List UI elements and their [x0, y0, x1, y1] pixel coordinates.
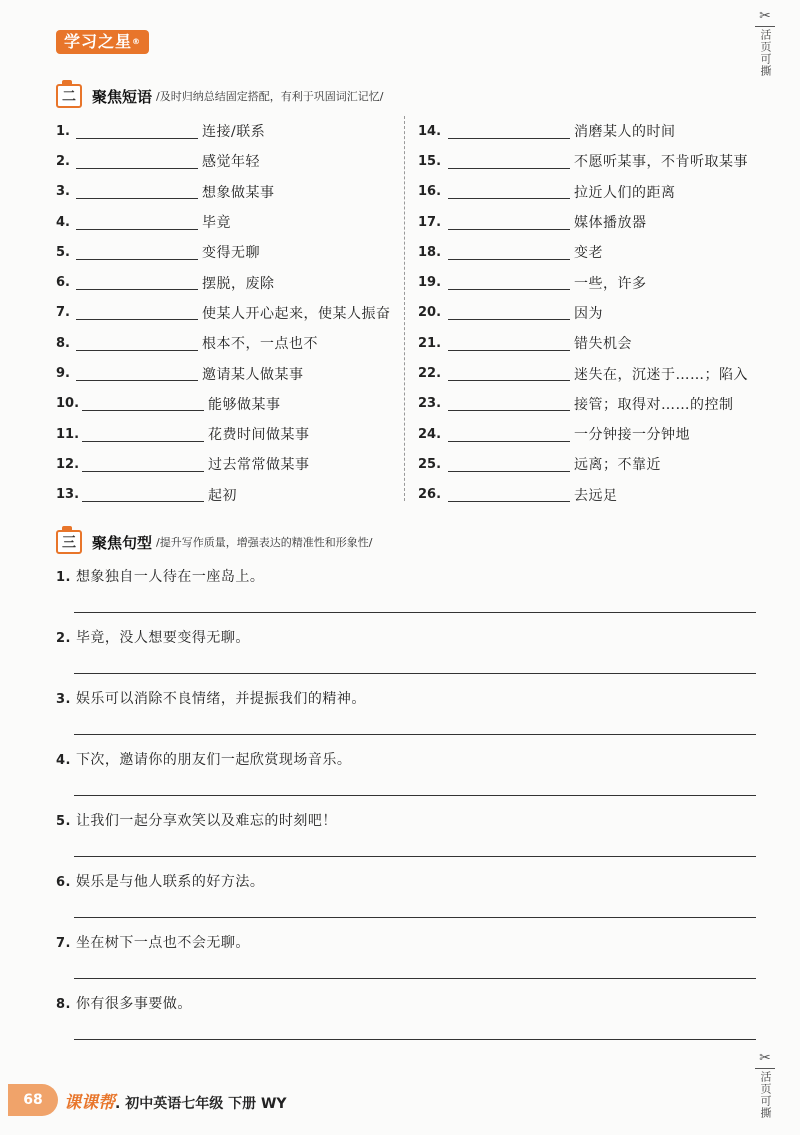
phrase-meaning: 拉近人们的距离 [574, 184, 676, 201]
phrase-item [418, 449, 768, 479]
phrase-meaning: 想象做某事 [202, 184, 275, 201]
sentence-text: 坐在树下一点也不会无聊。 [75, 935, 250, 951]
item-number: 8. [56, 335, 70, 351]
answer-blank[interactable] [76, 366, 198, 381]
item-number: 14. [418, 123, 442, 139]
book-title: 课课帮. 初中英语七年级 下册 WY [64, 1093, 287, 1113]
section-title: 聚焦句型 [92, 533, 153, 552]
phrase-item [56, 419, 406, 449]
answer-blank[interactable] [76, 275, 198, 290]
answer-line[interactable] [74, 1039, 756, 1040]
answer-blank[interactable] [82, 457, 204, 472]
item-number: 19. [418, 275, 442, 291]
answer-blank[interactable] [448, 184, 570, 199]
phrase-meaning: 迷失在，沉迷于……；陷入 [574, 366, 748, 383]
page-number: 68 [8, 1084, 58, 1116]
item-number: 3. [56, 184, 70, 200]
item-number: 5. [56, 814, 71, 829]
sentence-exercise [56, 566, 756, 1054]
answer-blank[interactable] [448, 336, 570, 351]
phrase-meaning: 根本不，一点也不 [202, 336, 318, 353]
answer-blank[interactable] [448, 427, 570, 442]
phrase-item [418, 328, 768, 358]
section-number-badge: 三 [56, 530, 82, 554]
answer-blank[interactable] [448, 124, 570, 139]
phrase-item [418, 207, 768, 237]
sentence-prompt [56, 810, 756, 830]
answer-blank[interactable] [82, 396, 204, 411]
item-number: 1. [56, 123, 70, 139]
item-number: 11. [56, 426, 80, 442]
phrase-exercise [56, 116, 762, 506]
sentence-prompt [56, 688, 756, 708]
section-description: /及时归纳总结固定搭配，有利于巩固词汇记忆/ [156, 90, 384, 103]
sentence-text: 你有很多事要做。 [75, 996, 192, 1012]
sentence-item [56, 871, 756, 932]
phrase-item [56, 449, 406, 479]
phrase-meaning: 媒体播放器 [574, 215, 647, 232]
phrase-item [56, 237, 406, 267]
answer-blank[interactable] [82, 487, 204, 502]
phrase-item [418, 267, 768, 297]
answer-blank[interactable] [76, 245, 198, 260]
item-number: 7. [56, 936, 71, 951]
phrase-meaning: 一分钟接一分钟地 [574, 427, 690, 444]
scissors-icon: ✂ [759, 1050, 771, 1066]
phrase-meaning: 花费时间做某事 [208, 427, 310, 444]
item-number: 8. [56, 997, 71, 1012]
item-number: 18. [418, 244, 442, 260]
phrase-meaning: 邀请某人做某事 [202, 366, 304, 383]
item-number: 9. [56, 366, 70, 382]
phrase-meaning: 去远足 [574, 487, 618, 504]
section-description: /提升写作质量，增强表达的精准性和形象性/ [156, 536, 373, 549]
item-number: 20. [418, 305, 442, 321]
answer-blank[interactable] [448, 457, 570, 472]
phrase-item [418, 358, 768, 388]
sentence-item [56, 688, 756, 749]
phrase-item [56, 116, 406, 146]
sentence-text: 让我们一起分享欢笑以及难忘的时刻吧！ [75, 813, 337, 829]
item-number: 25. [418, 456, 442, 472]
item-number: 24. [418, 426, 442, 442]
phrase-item [56, 358, 406, 388]
item-number: 22. [418, 366, 442, 382]
phrase-item [418, 389, 768, 419]
phrase-item [418, 298, 768, 328]
item-number: 6. [56, 875, 71, 890]
phrase-meaning: 不愿听某事，不肯听取某事 [574, 154, 748, 171]
phrase-meaning: 摆脱，废除 [202, 275, 275, 292]
item-number: 3. [56, 692, 71, 707]
section-number-badge: 二 [56, 84, 82, 108]
item-number: 7. [56, 305, 70, 321]
phrase-meaning: 过去常常做某事 [208, 457, 310, 474]
sentence-prompt [56, 566, 756, 586]
item-number: 23. [418, 396, 442, 412]
phrase-item [56, 298, 406, 328]
item-number: 17. [418, 214, 442, 230]
phrase-meaning: 连接/联系 [202, 124, 266, 141]
item-number: 4. [56, 214, 70, 230]
phrase-meaning: 变老 [574, 245, 603, 262]
phrase-item [56, 177, 406, 207]
phrase-column-left [56, 116, 406, 510]
phrase-item [56, 207, 406, 237]
sentence-prompt [56, 993, 756, 1013]
phrase-item [56, 328, 406, 358]
phrase-item [418, 177, 768, 207]
page-footer [0, 1080, 800, 1120]
answer-blank[interactable] [76, 336, 198, 351]
item-number: 16. [418, 184, 442, 200]
answer-line[interactable] [74, 795, 756, 796]
book-name: 初中英语七年级 下册 WY [125, 1096, 287, 1112]
sentence-prompt [56, 871, 756, 891]
phrase-meaning: 毕竟 [202, 215, 231, 232]
phrase-item [418, 116, 768, 146]
answer-line[interactable] [74, 917, 756, 918]
sentence-text: 娱乐可以消除不良情绪，并提振我们的精神。 [75, 691, 366, 707]
phrase-meaning: 使某人开心起来，使某人振奋 [202, 305, 391, 322]
answer-blank[interactable] [448, 305, 570, 320]
sentence-text: 毕竟，没人想要变得无聊。 [75, 630, 250, 646]
sentence-item [56, 566, 756, 627]
publisher-logo: 学习之星® [56, 30, 149, 54]
sentence-prompt [56, 932, 756, 952]
answer-blank[interactable] [448, 487, 570, 502]
item-number: 21. [418, 335, 442, 351]
answer-blank[interactable] [448, 245, 570, 260]
phrase-column-right [418, 116, 768, 510]
phrase-meaning: 接管；取得对……的控制 [574, 396, 734, 413]
section-title: 聚焦短语 [92, 87, 153, 106]
answer-blank[interactable] [448, 215, 570, 230]
phrase-meaning: 起初 [208, 487, 237, 504]
sentence-item [56, 932, 756, 993]
item-number: 6. [56, 275, 70, 291]
section-header-phrases [56, 84, 383, 108]
phrase-item [56, 267, 406, 297]
sentence-text: 娱乐是与他人联系的好方法。 [75, 874, 265, 890]
item-number: 26. [418, 487, 442, 503]
phrase-item [56, 389, 406, 419]
answer-blank[interactable] [448, 396, 570, 411]
item-number: 10. [56, 396, 80, 412]
item-number: 13. [56, 487, 80, 503]
item-number: 2. [56, 631, 71, 646]
answer-blank[interactable] [76, 124, 198, 139]
answer-blank[interactable] [76, 215, 198, 230]
answer-blank[interactable] [76, 184, 198, 199]
phrase-meaning: 变得无聊 [202, 245, 260, 262]
answer-blank[interactable] [76, 305, 198, 320]
phrase-meaning: 感觉年轻 [202, 154, 260, 171]
phrase-item [418, 237, 768, 267]
item-number: 1. [56, 570, 71, 585]
answer-line[interactable] [74, 612, 756, 613]
tear-off-label: 活页可撕 [759, 1071, 772, 1119]
sentence-item [56, 810, 756, 871]
phrase-item [418, 480, 768, 510]
brand-name: 课课帮 [64, 1093, 115, 1113]
answer-line[interactable] [74, 734, 756, 735]
phrase-meaning: 因为 [574, 305, 603, 322]
answer-line[interactable] [74, 978, 756, 979]
answer-blank[interactable] [76, 154, 198, 169]
phrase-meaning: 远离；不靠近 [574, 457, 661, 474]
phrase-meaning: 错失机会 [574, 336, 632, 353]
answer-blank[interactable] [448, 275, 570, 290]
answer-blank[interactable] [82, 427, 204, 442]
scissors-icon: ✂ [759, 8, 771, 24]
section-header-sentences [56, 530, 372, 554]
item-number: 15. [418, 153, 442, 169]
answer-blank[interactable] [448, 366, 570, 381]
sentence-item [56, 627, 756, 688]
tear-off-label: 活页可撕 [759, 29, 772, 77]
item-number: 12. [56, 456, 80, 472]
item-number: 2. [56, 153, 70, 169]
phrase-meaning: 消磨某人的时间 [574, 124, 676, 141]
sentence-text: 想象独自一人待在一座岛上。 [75, 569, 265, 585]
phrase-item [418, 419, 768, 449]
answer-blank[interactable] [448, 154, 570, 169]
phrase-item [56, 480, 406, 510]
phrase-item [56, 146, 406, 176]
answer-line[interactable] [74, 673, 756, 674]
sentence-prompt [56, 627, 756, 647]
phrase-item [418, 146, 768, 176]
tear-off-marker-top [750, 8, 780, 77]
phrase-meaning: 能够做某事 [208, 396, 281, 413]
sentence-text: 下次，邀请你的朋友们一起欣赏现场音乐。 [75, 752, 352, 768]
item-number: 5. [56, 244, 70, 260]
item-number: 4. [56, 753, 71, 768]
phrase-meaning: 一些，许多 [574, 275, 647, 292]
answer-line[interactable] [74, 856, 756, 857]
sentence-item [56, 993, 756, 1054]
sentence-prompt [56, 749, 756, 769]
sentence-item [56, 749, 756, 810]
